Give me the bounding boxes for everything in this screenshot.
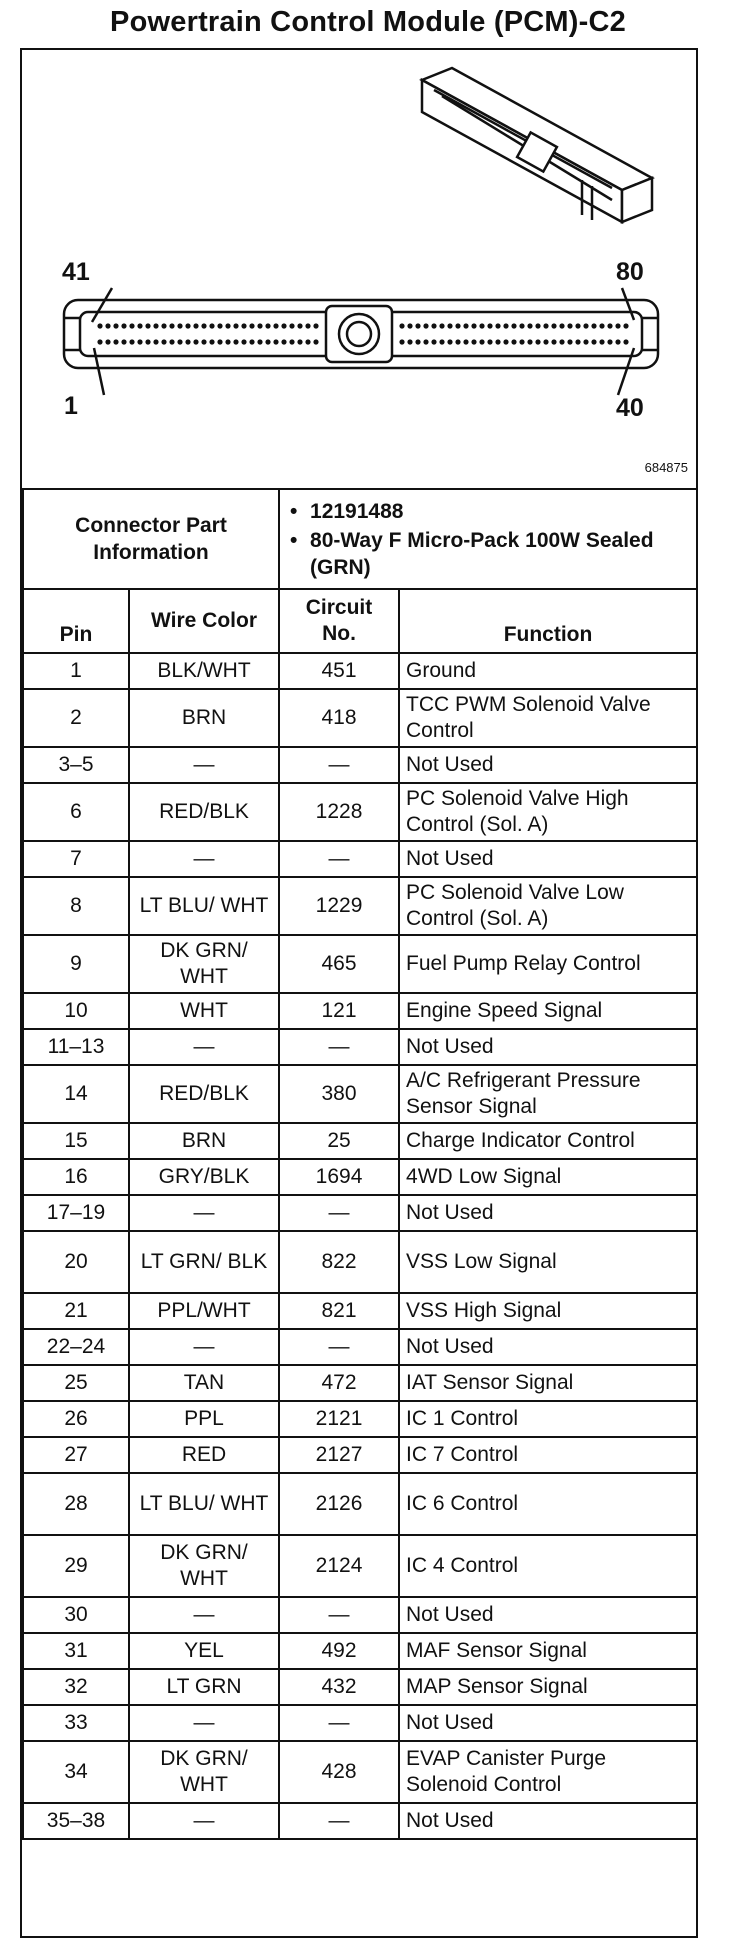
function-cell: MAF Sensor Signal xyxy=(399,1633,697,1669)
pin-cavity xyxy=(289,323,294,328)
pin-cavity xyxy=(599,339,604,344)
pin-cell: 27 xyxy=(23,1437,129,1473)
pin-cavity xyxy=(161,323,166,328)
pin-cavity xyxy=(113,323,118,328)
function-cell: TCC PWM Solenoid Valve Control xyxy=(399,689,697,747)
function-cell: VSS Low Signal xyxy=(399,1231,697,1293)
pin-cavity xyxy=(495,323,500,328)
table-row xyxy=(23,783,697,841)
pin-label-80: 80 xyxy=(616,258,644,286)
function-cell: Fuel Pump Relay Control xyxy=(399,935,697,993)
table-row xyxy=(23,1329,697,1365)
wire-color-cell: PPL/WHT xyxy=(129,1293,279,1329)
function-cell: Not Used xyxy=(399,1597,697,1633)
pin-cavity xyxy=(273,323,278,328)
pin-cavity xyxy=(471,339,476,344)
pin-cavity xyxy=(623,339,628,344)
circuit-cell: — xyxy=(279,1597,399,1633)
function-cell: Charge Indicator Control xyxy=(399,1123,697,1159)
pin-cavity xyxy=(447,339,452,344)
pin-cavity xyxy=(313,323,318,328)
col-header-wire-color: Wire Color xyxy=(129,589,279,653)
pin-cavity xyxy=(105,339,110,344)
pin-cavity xyxy=(551,339,556,344)
pin-cell: 25 xyxy=(23,1365,129,1401)
pin-cell: 29 xyxy=(23,1535,129,1597)
connector-info-row xyxy=(23,489,697,589)
table-row xyxy=(23,1293,697,1329)
table-row xyxy=(23,993,697,1029)
pin-cavity xyxy=(455,323,460,328)
circuit-cell: 492 xyxy=(279,1633,399,1669)
pin-cavity xyxy=(313,339,318,344)
circuit-cell: 465 xyxy=(279,935,399,993)
function-cell: IC 7 Control xyxy=(399,1437,697,1473)
pin-cavity xyxy=(479,339,484,344)
pin-cavity xyxy=(161,339,166,344)
wire-color-cell: LT BLU/ WHT xyxy=(129,877,279,935)
connector-3d-view xyxy=(422,68,652,222)
pin-cavity xyxy=(225,323,230,328)
col-header-function: Function xyxy=(399,589,697,653)
pin-cavity xyxy=(535,339,540,344)
pin-cell: 14 xyxy=(23,1065,129,1123)
pin-cavity xyxy=(607,323,612,328)
connector-document xyxy=(20,48,698,1938)
wire-color-cell: — xyxy=(129,1803,279,1839)
table-row xyxy=(23,653,697,689)
pin-cavity xyxy=(169,339,174,344)
pin-cavity xyxy=(479,323,484,328)
pin-cavity xyxy=(265,323,270,328)
wire-color-cell: LT GRN xyxy=(129,1669,279,1705)
pin-cavity xyxy=(137,339,142,344)
circuit-cell: 428 xyxy=(279,1741,399,1803)
table-row xyxy=(23,841,697,877)
col-header-circuit: Circuit No. xyxy=(279,589,399,653)
wire-color-cell: RED/BLK xyxy=(129,1065,279,1123)
pin-cavity xyxy=(185,339,190,344)
pin-cell: 35–38 xyxy=(23,1803,129,1839)
pin-cavity xyxy=(193,323,198,328)
function-cell: Not Used xyxy=(399,1705,697,1741)
circuit-cell: — xyxy=(279,1029,399,1065)
table-row xyxy=(23,1401,697,1437)
pin-cavity xyxy=(241,339,246,344)
pin-cavity xyxy=(495,339,500,344)
pin-cavity xyxy=(97,323,102,328)
function-cell: A/C Refrigerant Pressure Sensor Signal xyxy=(399,1065,697,1123)
pin-cavity xyxy=(177,323,182,328)
pin-cavity xyxy=(471,323,476,328)
circuit-cell: 2121 xyxy=(279,1401,399,1437)
pin-cavity xyxy=(439,323,444,328)
table-row xyxy=(23,747,697,783)
pin-cavity xyxy=(415,323,420,328)
pin-label-40: 40 xyxy=(616,394,644,422)
pin-cell: 3–5 xyxy=(23,747,129,783)
pin-cavity xyxy=(591,323,596,328)
pin-cavity xyxy=(567,323,572,328)
function-cell: Engine Speed Signal xyxy=(399,993,697,1029)
pin-cavity xyxy=(455,339,460,344)
pin-cell: 20 xyxy=(23,1231,129,1293)
pin-cavity xyxy=(503,339,508,344)
function-cell: IC 1 Control xyxy=(399,1401,697,1437)
pinout-table xyxy=(22,488,698,1840)
function-cell: Not Used xyxy=(399,1329,697,1365)
wire-color-cell: LT GRN/ BLK xyxy=(129,1231,279,1293)
circuit-cell: 2127 xyxy=(279,1437,399,1473)
pin-cell: 21 xyxy=(23,1293,129,1329)
pin-cavity xyxy=(407,323,412,328)
circuit-cell: 2126 xyxy=(279,1473,399,1535)
wire-color-cell: BRN xyxy=(129,689,279,747)
pin-cavity xyxy=(201,323,206,328)
table-row xyxy=(23,1365,697,1401)
wire-color-cell: WHT xyxy=(129,993,279,1029)
wire-color-cell: PPL xyxy=(129,1401,279,1437)
pin-cavity xyxy=(527,339,532,344)
circuit-cell: 121 xyxy=(279,993,399,1029)
pin-cavity xyxy=(423,323,428,328)
pin-cell: 17–19 xyxy=(23,1195,129,1231)
pin-cell: 6 xyxy=(23,783,129,841)
function-cell: PC Solenoid Valve High Control (Sol. A) xyxy=(399,783,697,841)
pin-cavity xyxy=(559,339,564,344)
pin-cavity xyxy=(615,339,620,344)
pin-cavity xyxy=(105,323,110,328)
pin-label-1: 1 xyxy=(64,392,78,420)
function-cell: VSS High Signal xyxy=(399,1293,697,1329)
pin-cavity xyxy=(543,323,548,328)
wire-color-cell: DK GRN/ WHT xyxy=(129,1741,279,1803)
pin-cavity xyxy=(551,323,556,328)
table-row xyxy=(23,1123,697,1159)
circuit-cell: 451 xyxy=(279,653,399,689)
pin-cell: 11–13 xyxy=(23,1029,129,1065)
pin-cavity xyxy=(289,339,294,344)
pin-cell: 16 xyxy=(23,1159,129,1195)
pin-cavity xyxy=(121,339,126,344)
wire-color-cell: BRN xyxy=(129,1123,279,1159)
wire-color-cell: — xyxy=(129,747,279,783)
function-cell: IC 6 Control xyxy=(399,1473,697,1535)
pin-cell: 15 xyxy=(23,1123,129,1159)
pin-cavity xyxy=(305,323,310,328)
circuit-cell: 432 xyxy=(279,1669,399,1705)
wire-color-cell: DK GRN/ WHT xyxy=(129,935,279,993)
pin-cavity xyxy=(217,339,222,344)
table-row xyxy=(23,1029,697,1065)
pin-cavity xyxy=(503,323,508,328)
wire-color-cell: RED xyxy=(129,1437,279,1473)
circuit-cell: 418 xyxy=(279,689,399,747)
pin-cavity xyxy=(511,339,516,344)
pin-cavity xyxy=(97,339,102,344)
pin-cell: 1 xyxy=(23,653,129,689)
circuit-cell: 380 xyxy=(279,1065,399,1123)
pin-cavity xyxy=(217,323,222,328)
wire-color-cell: — xyxy=(129,1329,279,1365)
pin-cell: 32 xyxy=(23,1669,129,1705)
pin-cavity xyxy=(599,323,604,328)
wire-color-cell: TAN xyxy=(129,1365,279,1401)
pin-cell: 34 xyxy=(23,1741,129,1803)
table-row xyxy=(23,1633,697,1669)
function-cell: EVAP Canister Purge Solenoid Control xyxy=(399,1741,697,1803)
circuit-cell: 1694 xyxy=(279,1159,399,1195)
wire-color-cell: RED/BLK xyxy=(129,783,279,841)
pin-cavity xyxy=(129,339,134,344)
pin-cell: 28 xyxy=(23,1473,129,1535)
wire-color-cell: — xyxy=(129,1597,279,1633)
pin-cell: 2 xyxy=(23,689,129,747)
circuit-cell: — xyxy=(279,1705,399,1741)
circuit-cell: 822 xyxy=(279,1231,399,1293)
wire-color-cell: DK GRN/ WHT xyxy=(129,1535,279,1597)
pin-cavity xyxy=(559,323,564,328)
pin-cavity xyxy=(399,323,404,328)
pin-cavity xyxy=(487,323,492,328)
pin-cavity xyxy=(415,339,420,344)
pin-cavity xyxy=(431,339,436,344)
wire-color-cell: — xyxy=(129,1029,279,1065)
table-row xyxy=(23,1159,697,1195)
pin-cavity xyxy=(623,323,628,328)
circuit-cell: — xyxy=(279,747,399,783)
connector-info-label: Connector Part Information xyxy=(23,489,279,589)
pin-cavity xyxy=(463,339,468,344)
table-row xyxy=(23,1705,697,1741)
pin-cavity xyxy=(305,339,310,344)
pin-cell: 22–24 xyxy=(23,1329,129,1365)
pin-cavity xyxy=(185,323,190,328)
table-row xyxy=(23,1231,697,1293)
col-header-pin: Pin xyxy=(23,589,129,653)
circuit-cell: — xyxy=(279,1195,399,1231)
pin-cavity xyxy=(463,323,468,328)
circuit-cell: — xyxy=(279,1329,399,1365)
pin-cavity xyxy=(519,339,524,344)
pin-cavity xyxy=(129,323,134,328)
connector-diagram xyxy=(22,50,696,488)
table-row xyxy=(23,877,697,935)
function-cell: MAP Sensor Signal xyxy=(399,1669,697,1705)
pin-cavity xyxy=(257,339,262,344)
pin-cavity xyxy=(169,323,174,328)
pin-cell: 10 xyxy=(23,993,129,1029)
pin-cell: 31 xyxy=(23,1633,129,1669)
pin-cavity xyxy=(511,323,516,328)
function-cell: PC Solenoid Valve Low Control (Sol. A) xyxy=(399,877,697,935)
pin-label-41: 41 xyxy=(62,258,90,286)
function-cell: Not Used xyxy=(399,1029,697,1065)
function-cell: 4WD Low Signal xyxy=(399,1159,697,1195)
wire-color-cell: BLK/WHT xyxy=(129,653,279,689)
pin-cavity xyxy=(615,323,620,328)
table-row xyxy=(23,935,697,993)
table-row xyxy=(23,1437,697,1473)
pin-cavity xyxy=(273,339,278,344)
table-header-row xyxy=(23,589,697,653)
pin-cavity xyxy=(145,339,150,344)
pin-cavity xyxy=(519,323,524,328)
pin-cavity xyxy=(145,323,150,328)
circuit-cell: — xyxy=(279,841,399,877)
pin-cell: 26 xyxy=(23,1401,129,1437)
pin-cell: 30 xyxy=(23,1597,129,1633)
pin-cavity xyxy=(527,323,532,328)
circuit-cell: 1228 xyxy=(279,783,399,841)
figure-id: 684875 xyxy=(644,460,688,475)
pin-cavity xyxy=(297,323,302,328)
pin-cavity xyxy=(257,323,262,328)
pin-cell: 8 xyxy=(23,877,129,935)
pin-cavity xyxy=(193,339,198,344)
pin-cavity xyxy=(153,339,158,344)
pin-cavity xyxy=(201,339,206,344)
pin-cavity xyxy=(249,323,254,328)
pin-cell: 33 xyxy=(23,1705,129,1741)
pin-cavity xyxy=(153,323,158,328)
pin-cavity xyxy=(591,339,596,344)
pin-cavity xyxy=(535,323,540,328)
connector-drawing xyxy=(22,50,696,488)
pin-cavity xyxy=(543,339,548,344)
pin-cell: 9 xyxy=(23,935,129,993)
pin-cavity xyxy=(575,323,580,328)
pin-cavity xyxy=(233,339,238,344)
circuit-cell: 821 xyxy=(279,1293,399,1329)
function-cell: Ground xyxy=(399,653,697,689)
pin-cavity xyxy=(297,339,302,344)
pin-cavity xyxy=(575,339,580,344)
function-cell: Not Used xyxy=(399,747,697,783)
circuit-cell: 1229 xyxy=(279,877,399,935)
table-row xyxy=(23,1195,697,1231)
function-cell: Not Used xyxy=(399,1195,697,1231)
circuit-cell: 2124 xyxy=(279,1535,399,1597)
pin-cavity xyxy=(583,323,588,328)
circuit-cell: — xyxy=(279,1803,399,1839)
pin-cavity xyxy=(121,323,126,328)
function-cell: IAT Sensor Signal xyxy=(399,1365,697,1401)
circuit-cell: 25 xyxy=(279,1123,399,1159)
table-row xyxy=(23,1473,697,1535)
pin-cavity xyxy=(265,339,270,344)
function-cell: Not Used xyxy=(399,1803,697,1839)
wire-color-cell: — xyxy=(129,1705,279,1741)
pin-cavity xyxy=(439,339,444,344)
pin-cavity xyxy=(399,339,404,344)
page-title: Powertrain Control Module (PCM)-C2 xyxy=(110,6,626,38)
pin-cavity xyxy=(177,339,182,344)
pin-cell: 7 xyxy=(23,841,129,877)
pin-cavity xyxy=(137,323,142,328)
pin-cavity xyxy=(447,323,452,328)
table-row xyxy=(23,1741,697,1803)
pin-cavity xyxy=(113,339,118,344)
pin-cavity xyxy=(241,323,246,328)
table-row xyxy=(23,1065,697,1123)
pin-cavity xyxy=(209,339,214,344)
wire-color-cell: — xyxy=(129,841,279,877)
pin-cavity xyxy=(209,323,214,328)
pin-cavity xyxy=(607,339,612,344)
pin-cavity xyxy=(407,339,412,344)
pin-cavity xyxy=(583,339,588,344)
wire-color-cell: LT BLU/ WHT xyxy=(129,1473,279,1535)
function-cell: Not Used xyxy=(399,841,697,877)
wire-color-cell: YEL xyxy=(129,1633,279,1669)
table-row xyxy=(23,1597,697,1633)
pin-cavity xyxy=(487,339,492,344)
connector-part-number: • 12191488 xyxy=(310,498,690,525)
function-cell: IC 4 Control xyxy=(399,1535,697,1597)
connector-description: • 80-Way F Micro-Pack 100W Sealed (GRN) xyxy=(310,527,690,581)
wire-color-cell: GRY/BLK xyxy=(129,1159,279,1195)
pin-cavity xyxy=(281,339,286,344)
pin-cavity xyxy=(281,323,286,328)
wire-color-cell: — xyxy=(129,1195,279,1231)
table-row xyxy=(23,1803,697,1839)
pin-cavity xyxy=(431,323,436,328)
connector-info-values xyxy=(279,489,697,589)
circuit-cell: 472 xyxy=(279,1365,399,1401)
pin-cavity xyxy=(249,339,254,344)
table-row xyxy=(23,1669,697,1705)
table-row xyxy=(23,1535,697,1597)
pin-cavity xyxy=(567,339,572,344)
pin-cavity xyxy=(423,339,428,344)
pin-cavity xyxy=(225,339,230,344)
table-row xyxy=(23,689,697,747)
pin-cavity xyxy=(233,323,238,328)
